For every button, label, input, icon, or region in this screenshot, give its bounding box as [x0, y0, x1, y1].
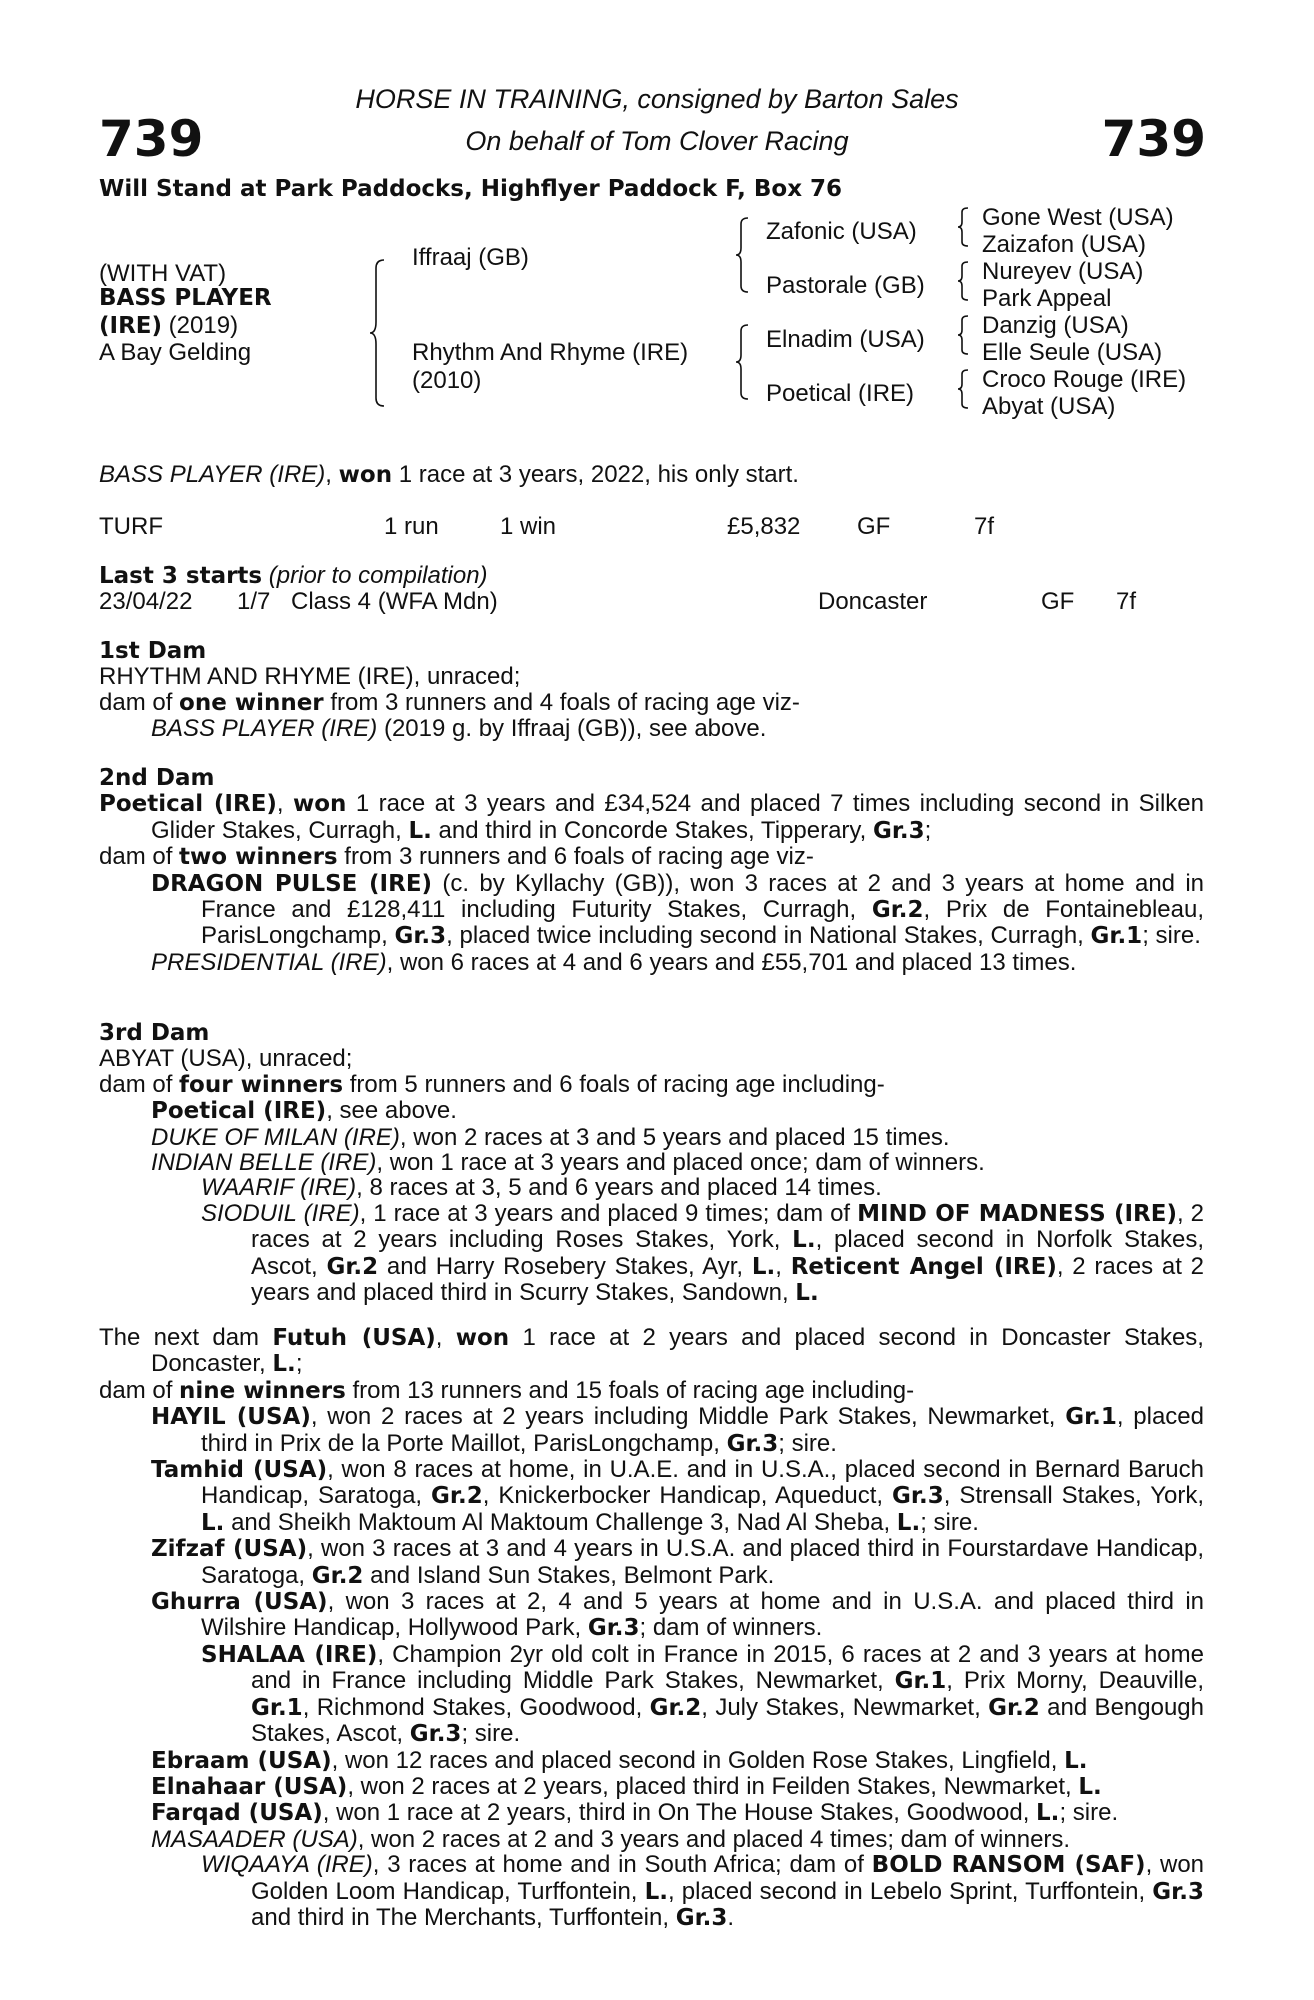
- horse-name: BASS PLAYER: [99, 285, 272, 311]
- ped-gen3-2: Zaizafon (USA): [982, 231, 1147, 258]
- nextdam-para2: dam of nine winners from 13 runners and 15 foals of racing age including-: [99, 1376, 915, 1404]
- dam3-line7: SIODUIL (IRE), 1 race at 3 years and placed 9 times; dam of MIND OF MADNESS (IRE), 2 races at 2 years including Roses Stakes, York, L., placed second in Norfolk Stakes, Ascot, Gr.2 and Harry Rosebery Stakes, Ayr, L., Reticent Angel (IRE), 2 races at 2 years and placed third in Scurry Stakes, Sandown, L.: [201, 1199, 1205, 1307]
- ped-gen3-7: Croco Rouge (IRE): [982, 366, 1187, 393]
- progeny-masaader: MASAADER (USA), won 2 races at 2 and 3 years and placed 4 times; dam of winners.: [151, 1825, 1071, 1853]
- dam3-line6: WAARIF (IRE), 8 races at 3, 5 and 6 years and placed 14 times.: [201, 1174, 882, 1202]
- third-dam-section: [99, 1021, 1204, 1306]
- next-dam-section: [99, 1325, 1204, 1931]
- progeny-tamhid: Tamhid (USA), won 8 races at home, in U.A.E. and in U.S.A., placed second in Bernard Baruch Handicap, Saratoga, Gr.2, Knickerbocker Handicap, Aqueduct, Gr.3, Strensall Stakes, York, L. and Sheikh Maktoum Al Maktoum Challenge 3, Nad Al Sheba, L.; sire.: [151, 1456, 1205, 1536]
- vendor-line: On behalf of Tom Clover Racing: [465, 126, 849, 156]
- record-surface: TURF: [99, 513, 163, 540]
- start-date: 23/04/22: [99, 588, 193, 615]
- progeny-wiqaaya: WIQAAYA (IRE), 3 races at home and in South Africa; dam of BOLD RANSOM (SAF), won Golden Loom Handicap, Turffontein, L., placed second in Lebelo Sprint, Turffontein, Gr.3 and third in The Merchants, Turffontein, Gr.3.: [201, 1851, 1205, 1931]
- dam2-para3: DRAGON PULSE (IRE) (c. by Kyllachy (GB)), won 3 races at 2 and 3 years at home and in France and £128,411 including Futurity Stakes, Curragh, Gr.2, Prix de Fontainebleau, ParisLongchamp, Gr.3, placed twice including second in National Stakes, Curragh, Gr.1; sire.: [151, 869, 1205, 950]
- first-dam-section: [99, 639, 1204, 742]
- second-dam-section: [99, 766, 1204, 975]
- sd-bracket: [956, 260, 976, 302]
- sire-dam-bracket: [368, 258, 398, 408]
- dam-dam: Poetical (IRE): [766, 380, 915, 407]
- ped-gen3-5: Danzig (USA): [982, 312, 1129, 339]
- start-course: Doncaster: [818, 588, 928, 615]
- section-heading: 1st Dam: [99, 638, 207, 664]
- dam3-line3: Poetical (IRE), see above.: [151, 1097, 457, 1125]
- dam1-line3: BASS PLAYER (IRE) (2019 g. by Iffraaj (GB)), see above.: [151, 715, 767, 743]
- dam1-line1: RHYTHM AND RHYME (IRE), unraced;: [99, 663, 521, 691]
- dam3-line4: DUKE OF MILAN (IRE), won 2 races at 3 and 5 years and placed 15 times.: [151, 1123, 950, 1151]
- dd-bracket: [956, 368, 976, 410]
- sire-bracket: [734, 216, 758, 294]
- sire-name: Iffraaj (GB): [412, 244, 529, 271]
- dam3-line1: ABYAT (USA), unraced;: [99, 1045, 353, 1073]
- start-position: 1/7: [237, 588, 271, 615]
- stand-location: Will Stand at Park Paddocks, Highflyer Paddock F, Box 76: [99, 176, 843, 202]
- dam1-line2: dam of one winner from 3 runners and 4 foals of racing age viz-: [99, 688, 800, 716]
- section-heading: 3rd Dam: [99, 1020, 210, 1046]
- progeny-farqad: Farqad (USA), won 1 race at 2 years, third in On The House Stakes, Goodwood, L.; sire.: [151, 1799, 1119, 1827]
- progeny-zifzaf: Zifzaf (USA), won 3 races at 3 and 4 years in U.S.A. and placed third in Fourstardave Handicap, Saratoga, Gr.2 and Island Sun Stakes, Belmont Park.: [151, 1535, 1204, 1589]
- start-going: GF: [1041, 588, 1075, 615]
- record-runs: 1 run: [384, 513, 439, 540]
- progeny-elnahaar: Elnahaar (USA), won 2 races at 2 years, placed third in Feilden Stakes, Newmarket, L.: [151, 1772, 1102, 1800]
- dam-bracket: [734, 323, 758, 401]
- lot-number-left: 739: [99, 110, 204, 168]
- record-wins: 1 win: [500, 513, 557, 540]
- nextdam-para1: The next dam Futuh (USA), won 1 race at 2 years and placed second in Doncaster Stakes, Doncaster, L.;: [99, 1324, 1204, 1378]
- ped-gen3-3: Nureyev (USA): [982, 258, 1144, 285]
- dam-name: Rhythm And Rhyme (IRE): [412, 339, 689, 366]
- start-race: Class 4 (WFA Mdn): [291, 588, 498, 615]
- lot-number-right: 739: [1101, 110, 1206, 168]
- ss-bracket: [956, 206, 976, 248]
- horse-description: A Bay Gelding: [99, 339, 252, 366]
- dam-sire: Elnadim (USA): [766, 326, 925, 353]
- section-heading: 2nd Dam: [99, 765, 215, 791]
- ped-gen3-4: Park Appeal: [982, 285, 1112, 312]
- progeny-hayil: HAYIL (USA), won 2 races at 2 years including Middle Park Stakes, Newmarket, Gr.1, placed third in Prix de la Porte Maillot, ParisLongchamp, Gr.3; sire.: [151, 1403, 1204, 1457]
- sire-dam: Pastorale (GB): [766, 272, 925, 299]
- dam3-line2: dam of four winners from 5 runners and 6 foals of racing age including-: [99, 1070, 885, 1098]
- ped-gen3-6: Elle Seule (USA): [982, 339, 1163, 366]
- progeny-shalaa: SHALAA (IRE), Champion 2yr old colt in France in 2015, 6 races at 2 and 3 years at home and in France including Middle Park Stakes, Newmarket, Gr.1, Prix Morny, Deauville, Gr.1, Richmond Stakes, Goodwood, Gr.2, July Stakes, Newmarket, Gr.2 and Bengough Stakes, Ascot, Gr.3; sire.: [201, 1640, 1204, 1748]
- vat-label: (WITH VAT): [99, 260, 227, 287]
- dam-year: (2010): [412, 367, 482, 394]
- last-starts-heading: Last 3 starts (prior to compilation): [99, 562, 488, 589]
- dam2-para1: Poetical (IRE), won 1 race at 3 years and £34,524 and placed 7 times including second in Silken Glider Stakes, Curragh, L. and third in Concorde Stakes, Tipperary, Gr.3;: [99, 790, 1204, 844]
- dam2-para4: PRESIDENTIAL (IRE), won 6 races at 4 and 6 years and £55,701 and placed 13 times.: [151, 948, 1077, 976]
- progeny-ghurra: Ghurra (USA), won 3 races at 2, 4 and 5 years at home and in U.S.A. and placed third in Wilshire Handicap, Hollywood Park, Gr.3; dam of winners.: [151, 1588, 1205, 1642]
- dam3-line5: INDIAN BELLE (IRE), won 1 race at 3 years and placed once; dam of winners.: [151, 1149, 985, 1177]
- record-distance: 7f: [974, 513, 995, 540]
- sire-sire: Zafonic (USA): [766, 218, 917, 245]
- ped-gen3-1: Gone West (USA): [982, 204, 1174, 231]
- dam2-para2: dam of two winners from 3 runners and 6 foals of racing age viz-: [99, 843, 814, 871]
- progeny-ebraam: Ebraam (USA), won 12 races and placed second in Golden Rose Stakes, Lingfield, L.: [151, 1746, 1088, 1774]
- race-summary: BASS PLAYER (IRE), won 1 race at 3 years, 2022, his only start.: [99, 461, 799, 488]
- record-going: GF: [857, 513, 891, 540]
- horse-name-suffix: (IRE) (2019): [99, 312, 239, 339]
- start-distance: 7f: [1116, 588, 1137, 615]
- record-prize: £5,832: [727, 513, 801, 540]
- consignor-line: HORSE IN TRAINING, consigned by Barton Sales: [355, 84, 959, 114]
- ped-gen3-8: Abyat (USA): [982, 393, 1116, 420]
- ds-bracket: [956, 314, 976, 356]
